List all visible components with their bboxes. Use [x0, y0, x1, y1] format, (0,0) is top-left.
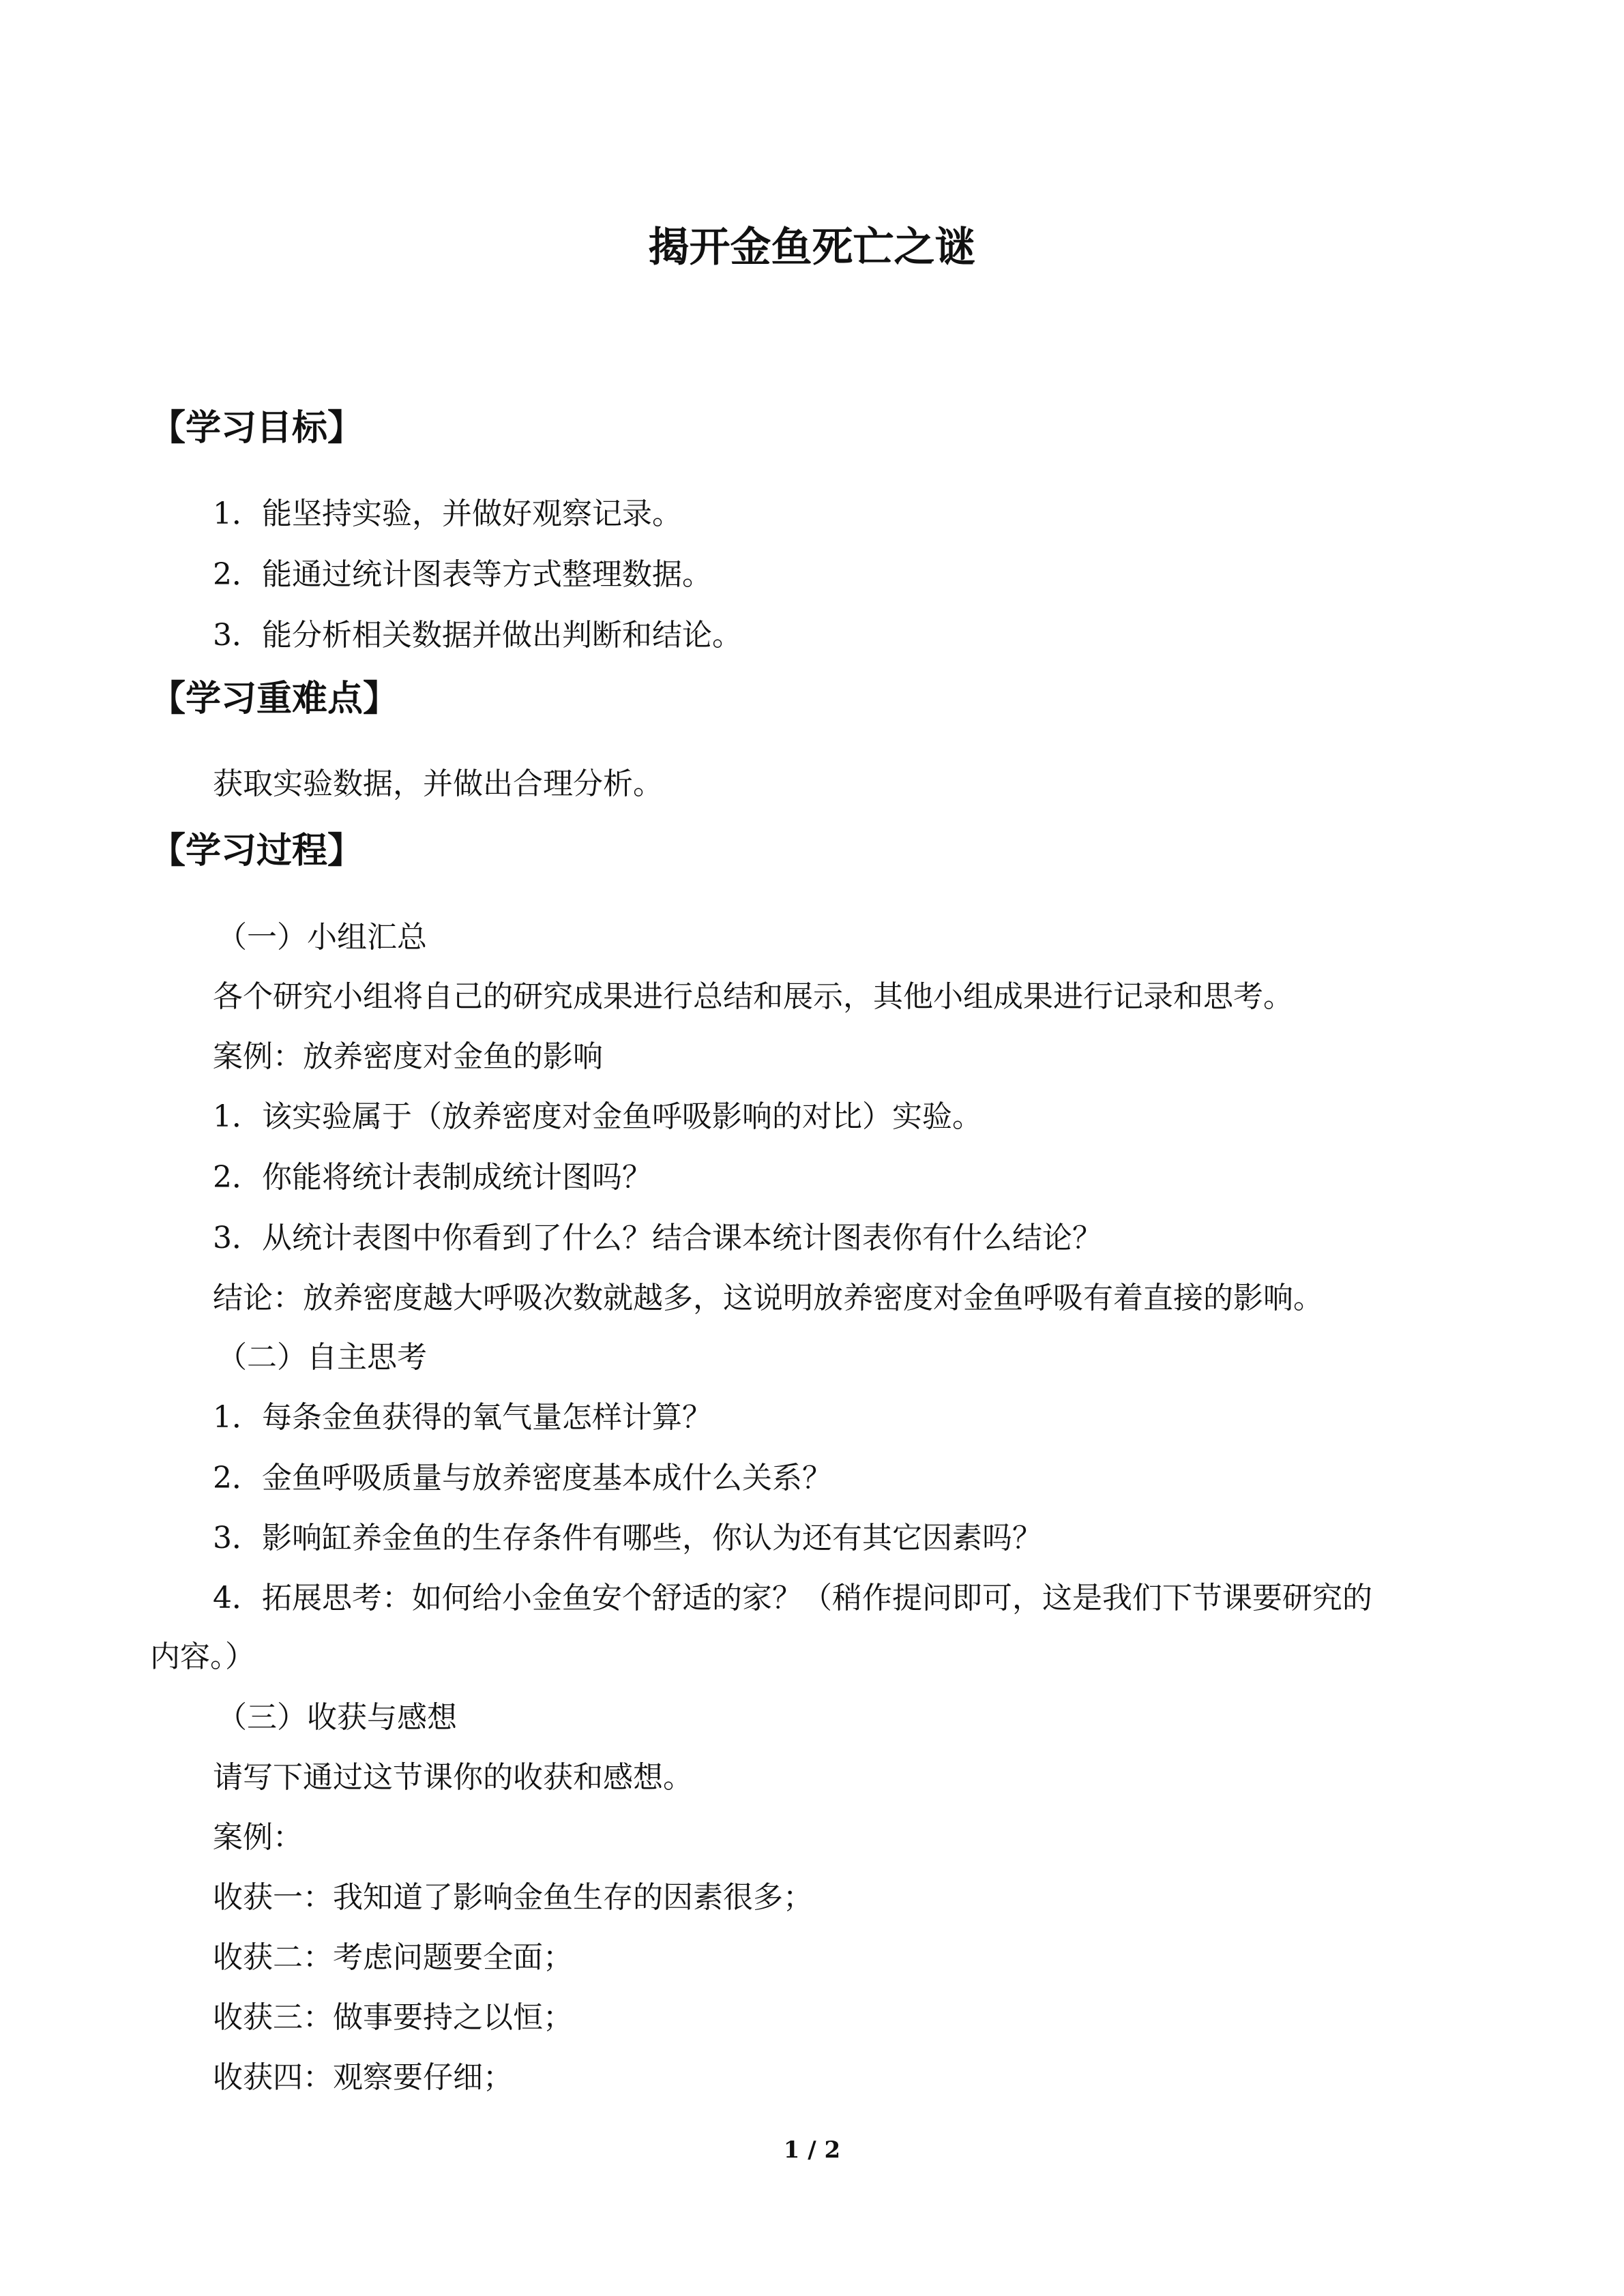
part3-line-6: 收获四：观察要仔细；: [213, 2060, 513, 2095]
part2-line-5: 内容。）: [150, 1639, 255, 1674]
part3-line-2: 案例：: [213, 1820, 303, 1855]
part2-line-2: 2．金鱼呼吸质量与放养密度基本成什么关系？: [213, 1461, 832, 1495]
part1-line-4: 2．你能将统计表制成统计图吗？: [213, 1160, 652, 1195]
goal-item-2: 2．能通过统计图表等方式整理数据。: [213, 557, 712, 592]
page-title: 揭开金鱼死亡之谜: [648, 224, 976, 271]
part1-line-2: 案例：放养密度对金鱼的影响: [213, 1039, 603, 1074]
part3-line-4: 收获二：考虑问题要全面；: [213, 1940, 573, 1975]
goal-item-1: 1．能坚持实验，并做好观察记录。: [213, 496, 682, 531]
part2-line-4: 4．拓展思考：如何给小金鱼安个舒适的家？（稍作提问即可，这是我们下节课要研究的: [213, 1581, 1372, 1615]
goal-item-3: 3．能分析相关数据并做出判断和结论。: [213, 618, 742, 653]
heading-key-points: 【学习重难点】: [150, 679, 399, 719]
part1-line-3: 1．该实验属于（放养密度对金鱼呼吸影响的对比）实验。: [213, 1099, 982, 1134]
part2-line-1: 1．每条金鱼获得的氧气量怎样计算？: [213, 1400, 712, 1435]
part1-line-5: 3．从统计表图中你看到了什么？结合课本统计图表你有什么结论？: [213, 1221, 1102, 1255]
page-number: 1 / 2: [783, 2136, 841, 2164]
part3-line-3: 收获一：我知道了影响金鱼生存的因素很多；: [213, 1880, 813, 1915]
part1-label: （一）小组汇总: [217, 920, 427, 955]
part1-line-1: 各个研究小组将自己的研究成果进行总结和展示，其他小组成果进行记录和思考。: [213, 979, 1293, 1014]
part3-line-1: 请写下通过这节课你的收获和感想。: [213, 1760, 693, 1795]
part3-label: （三）收获与感想: [217, 1700, 457, 1735]
heading-learning-goals: 【学习目标】: [150, 408, 364, 449]
part2-label: （二）自主思考: [217, 1340, 427, 1375]
part3-line-5: 收获三：做事要持之以恒；: [213, 2000, 573, 2035]
key-points-text: 获取实验数据，并做出合理分析。: [213, 766, 663, 801]
part1-line-6: 结论：放养密度越大呼吸次数就越多，这说明放养密度对金鱼呼吸有着直接的影响。: [213, 1281, 1323, 1315]
heading-learning-process: 【学习过程】: [150, 831, 364, 871]
part2-line-3: 3．影响缸养金鱼的生存条件有哪些，你认为还有其它因素吗？: [213, 1521, 1042, 1555]
